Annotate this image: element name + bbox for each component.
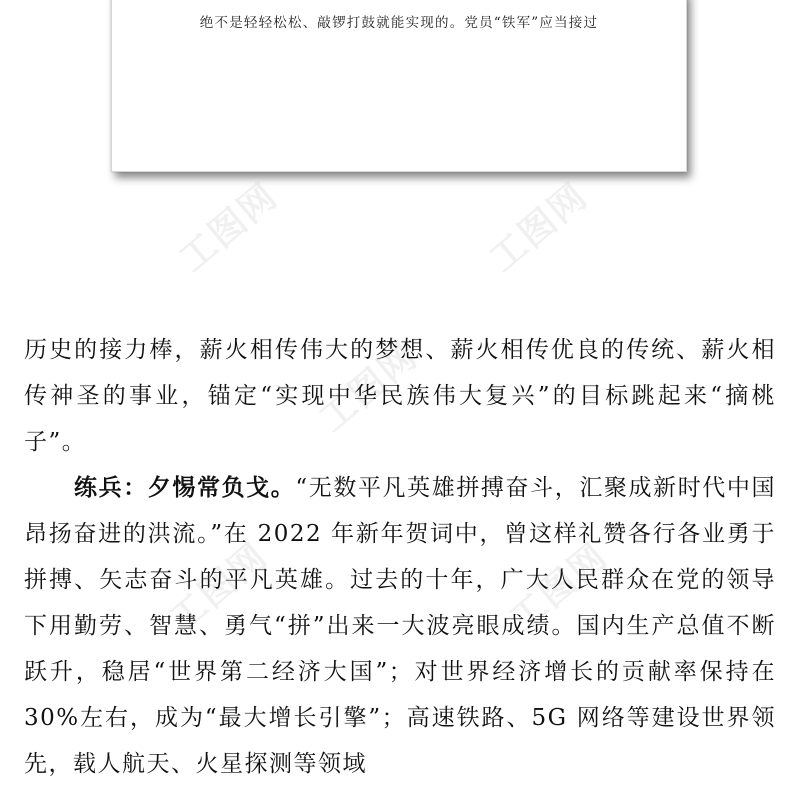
- paragraph-1: 历史的接力棒，薪火相传伟大的梦想、薪火相传优良的传统、薪火相传神圣的事业，锚定“实现中华民族伟大复兴”的目标跳起来“摘桃子”。: [24, 337, 776, 455]
- watermark: 工图网: [482, 175, 596, 281]
- paragraph-2: [24, 465, 776, 787]
- paragraph-2-heading: 练兵：夕惕常负戈。: [74, 474, 296, 501]
- watermark: 工图网: [172, 175, 286, 281]
- watermark: 工图网: [162, 535, 276, 641]
- card-text: 绝不是轻轻松松、敲锣打鼓就能实现的。党员“铁军”应当接过: [199, 15, 599, 31]
- watermark: 工图网: [312, 335, 426, 441]
- paragraph-2-text: “无数平凡英雄拼搏奋斗，汇聚成新时代中国昂扬奋进的洪流。”在 2022 年新年贺词中，曾这样礼赞各行各业勇于拼搏、矢志奋斗的平凡英雄。过去的十年，广大人民群众在党的领导下用勤劳、智慧、勇气“拼”出来一大波亮眼成绩。国内生产总值不断跃升，稳居“世界第二经济大国”；对世界经济增长的贡献率保持在30%左右，成为“最大增长引擎”；高速铁路、5G 网络等建设世界领先，载人航天、火星探测等领域: [24, 475, 777, 777]
- preview-page-card: [111, 0, 687, 172]
- watermark: 工图网: [502, 535, 616, 641]
- document-body: [24, 327, 776, 787]
